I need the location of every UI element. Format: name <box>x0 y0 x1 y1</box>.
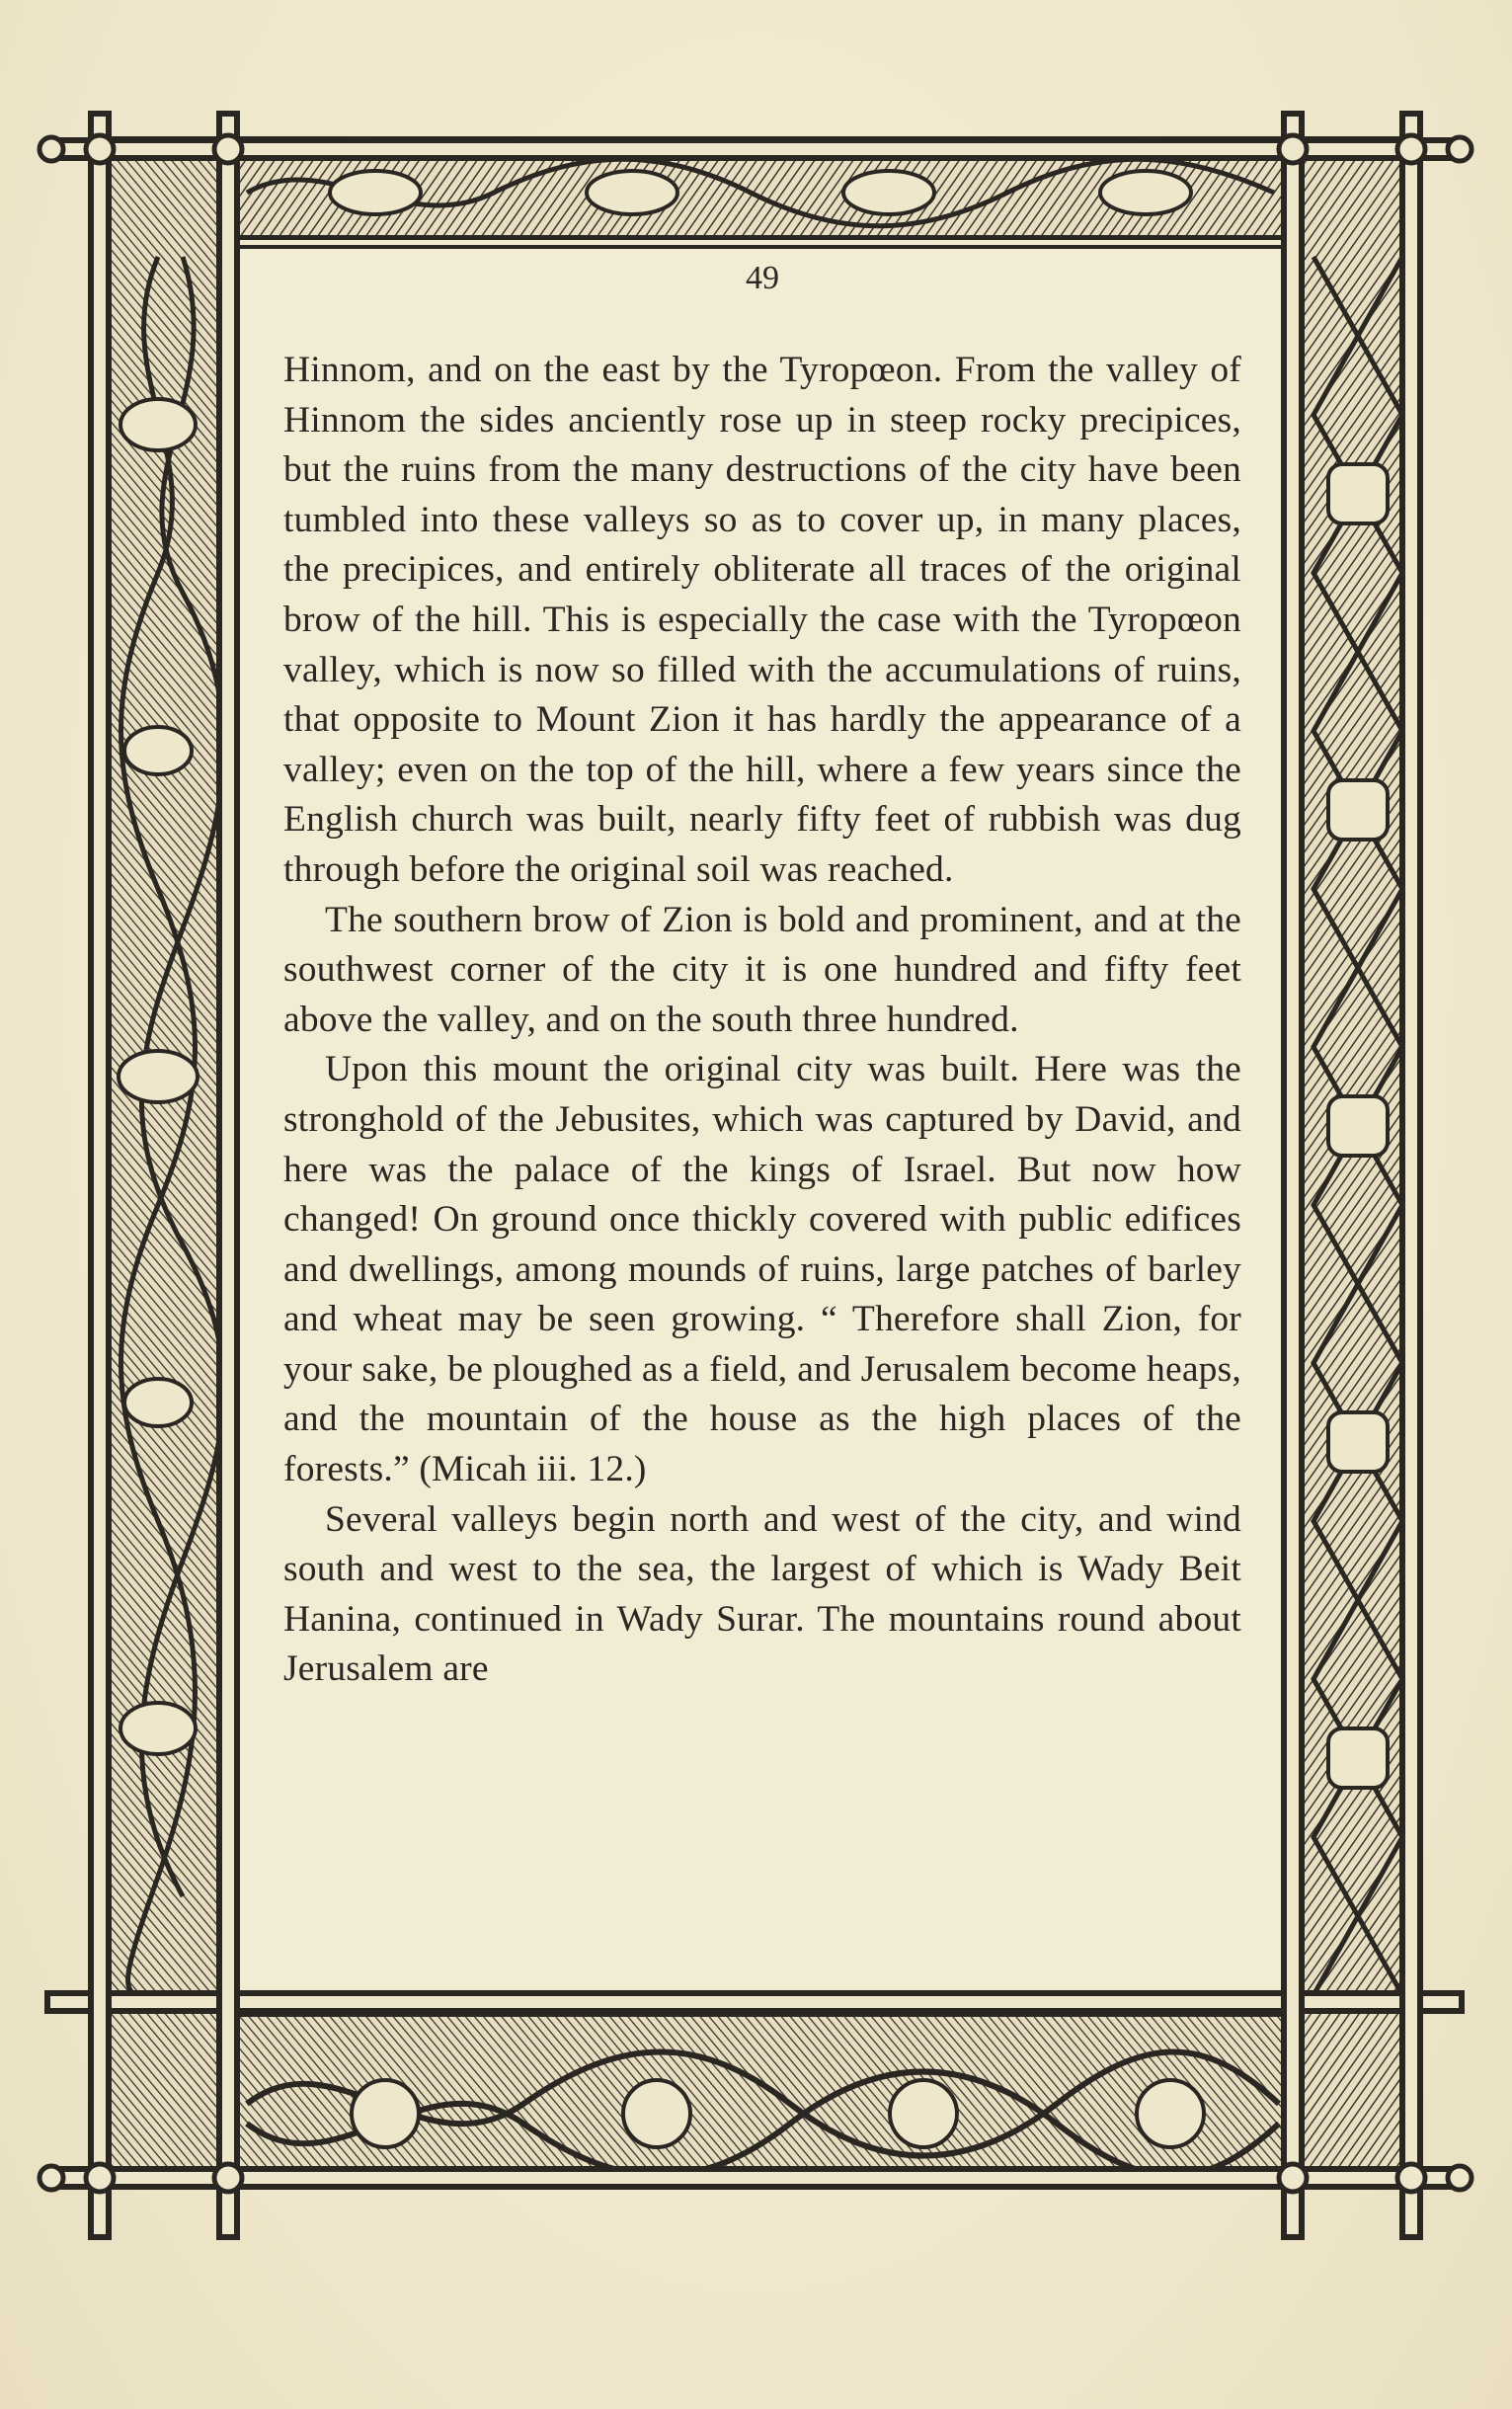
page-number: 49 <box>746 260 779 296</box>
paragraph-4: Several valleys begin north and west of the city, and wind south and west to the sea, the largest of which is Wady Beit Hanina, continued in Wady Surar. The mountains round about Jerusalem are <box>283 1498 1241 1690</box>
text-panel <box>283 259 1241 1958</box>
body-text <box>283 346 1241 1695</box>
paragraph-1: Hinnom, and on the east by the Tyropœon. From the valley of Hinnom the sides anciently rose up in steep rocky precipices, but the ruins from the many destructions of the city have been tumbled into these valleys so as to cover up, in many places, the precipices, and entirely obliterate all traces of the original brow of the hill. This is especially the case with the Tyropœon valley, which is now so filled with the accumulations of ruins, that opposite to Mount Zion it has hardly the appearance of a valley; even on the top of the hill, where a few years since the English church was built, nearly fifty feet of rubbish was dug through before the original soil was reached. <box>283 350 1241 890</box>
paragraph-3: Upon this mount the original city was built. Here was the stronghold of the Jebusites, which was captured by David, and here was the palace of the kings of Israel. But now how changed! On ground once thickly covered with public edifices and dwellings, among mounds of ruins, large patches of barley and wheat may be seen growing. “ Therefore shall Zion, for your sake, be ploughed as a field, and Jerusalem become heaps, and the mountain of the house as the high places of the forests.” (Micah iii. 12.) <box>283 1049 1241 1490</box>
paragraph-2: The southern brow of Zion is bold and prominent, and at the southwest corner of the city it is one hundred and fifty feet above the valley, and on the south three hundred. <box>283 899 1241 1040</box>
